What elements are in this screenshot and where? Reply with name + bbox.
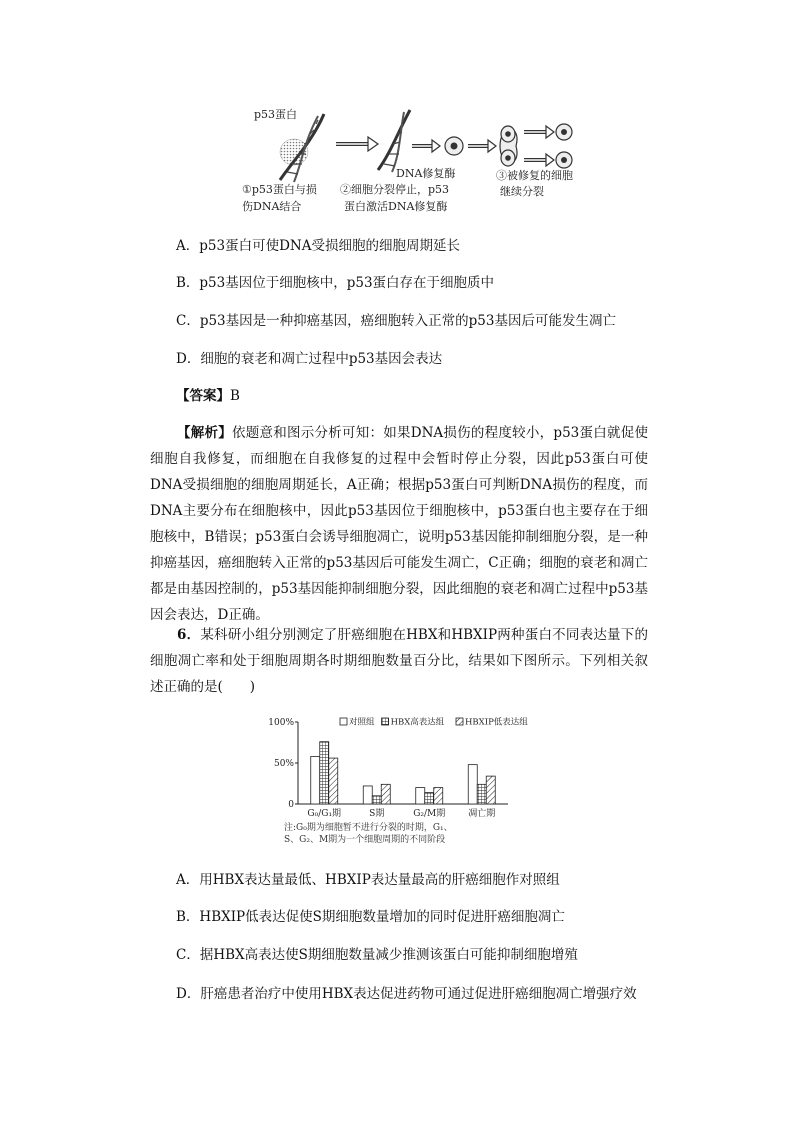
- x-tick-label: S期: [369, 809, 385, 819]
- bar-HBXIP低表达组: [329, 758, 338, 804]
- arrow-right-icon: [524, 154, 554, 166]
- p53-mechanism-figure: [232, 102, 592, 222]
- bar-对照组: [468, 765, 477, 804]
- step3-caption-line1: ③被修复的细胞: [496, 169, 573, 182]
- answer-value: B: [230, 388, 240, 404]
- chart-note-line2: S、G₂、M期为一个细胞周期的不同阶段: [284, 835, 446, 845]
- q5-option-d: D．细胞的衰老和凋亡过程中p53基因会表达: [176, 351, 443, 367]
- cell-icon: [445, 137, 463, 155]
- dna-helix-icon: [378, 110, 410, 172]
- y-tick-label: 0: [288, 800, 294, 810]
- q5-option-c: C．p53基因是一种抑癌基因，癌细胞转入正常的p53基因后可能发生凋亡: [176, 313, 616, 329]
- chart-bars: [307, 742, 495, 819]
- x-tick-label: G₂/M期: [413, 809, 446, 819]
- step1-caption-line2: 伤DNA结合: [242, 200, 302, 213]
- chart-legend: [340, 717, 528, 728]
- legend-label: HBX高表达组: [390, 717, 445, 728]
- analysis-text: 依题意和图示分析可知：如果DNA损伤的程度较小，p53蛋白就促使细胞自我修复，而细胞在自我修复的过程中会暂时停止分裂，因此p53蛋白可使DNA受损细胞的细胞周期延长，A正确；根据p53蛋白可判断DNA损伤的程度，而DNA主要分布在细胞核中，因此p53基因位于细胞核中，p53蛋白也主要存在于细胞核中，B错误；p53蛋白会诱导细胞凋亡，说明p53基因能抑制细胞分裂，是一种抑癌基因，癌细胞转入正常的p53基因后可能发生凋亡，C正确；细胞的衰老和凋亡都是由基因控制的，p53基因能抑制细胞分裂，因此细胞的衰老和凋亡过程中p53基因会表达，D正确。: [150, 425, 648, 623]
- q6-option-b: B．HBXIP低表达促使S期细胞数量增加的同时促进肝癌细胞凋亡: [176, 909, 565, 925]
- legend-label: 对照组: [349, 717, 375, 728]
- analysis-paragraph: [150, 420, 648, 628]
- step2-caption-line2: 蛋白激活DNA修复酶: [344, 200, 448, 213]
- p53-protein-label: p53蛋白: [254, 108, 298, 121]
- legend-swatch: [382, 718, 389, 725]
- legend-swatch: [456, 718, 463, 725]
- answer-label: 【答案】: [176, 388, 230, 404]
- bar-对照组: [416, 788, 425, 804]
- bar-对照组: [363, 786, 372, 804]
- arrow-right-icon: [336, 137, 378, 151]
- bar-HBX高表达组: [477, 784, 486, 804]
- step1-caption-line1: ①p53蛋白与损: [242, 183, 317, 196]
- chart-note-line1: 注:G₀期为细胞暂不进行分裂的时期，G₁、: [284, 823, 453, 833]
- q6-option-d: D．肝癌患者治疗中使用HBX表达促进药物可通过促进肝癌细胞凋亡增强疗效: [176, 986, 637, 1002]
- x-tick-label: 凋亡期: [468, 809, 496, 819]
- arrow-right-icon: [468, 140, 496, 152]
- bar-HBX高表达组: [372, 796, 381, 804]
- question6-text: 某科研小组分别测定了肝癌细胞在HBX和HBXIP两种蛋白不同表达量下的细胞凋亡率和处于细胞周期各时期细胞数量百分比，结果如下图所示。下列相关叙述正确的是( ): [150, 627, 648, 695]
- x-tick-label: G₀/G₁期: [307, 809, 342, 819]
- answer-line: [176, 384, 240, 408]
- bar-HBXIP低表达组: [434, 788, 443, 804]
- q5-option-a: A．p53蛋白可使DNA受损细胞的细胞周期延长: [176, 238, 460, 254]
- dividing-cell-icon: [500, 126, 517, 166]
- bar-对照组: [311, 756, 320, 804]
- legend-label: HBXIP低表达组: [465, 717, 528, 728]
- arrow-right-icon: [412, 140, 440, 152]
- dna-repair-enzyme-label: DNA修复酶: [396, 167, 456, 180]
- analysis-label: 【解析】: [177, 425, 233, 441]
- question6-stem: [150, 622, 648, 700]
- bar-HBX高表达组: [320, 742, 329, 804]
- question6-number: 6．: [177, 627, 201, 643]
- y-tick-label: 100%: [268, 718, 294, 728]
- y-tick-label: 50%: [273, 759, 294, 769]
- cell-cycle-bar-chart: [262, 712, 562, 850]
- step3-caption-line2: 继续分裂: [500, 185, 544, 198]
- q5-option-b: B．p53基因位于细胞核中，p53蛋白存在于细胞质中: [176, 275, 495, 291]
- cell-icon: [556, 124, 572, 140]
- q6-option-a: A．用HBX表达量最低、HBXIP表达量最高的肝癌细胞作对照组: [176, 872, 560, 888]
- bar-HBXIP低表达组: [381, 784, 390, 804]
- q6-option-c: C．据HBX高表达使S期细胞数量减少推测该蛋白可能抑制细胞增殖: [176, 947, 578, 963]
- arrow-right-icon: [524, 126, 554, 138]
- bar-HBX高表达组: [425, 793, 434, 804]
- step2-caption-line1: ②细胞分裂停止，p53: [340, 183, 450, 196]
- damaged-dna-helix-icon: [280, 114, 324, 182]
- legend-swatch: [340, 718, 347, 725]
- cell-icon: [556, 152, 572, 168]
- bar-HBXIP低表达组: [486, 776, 495, 804]
